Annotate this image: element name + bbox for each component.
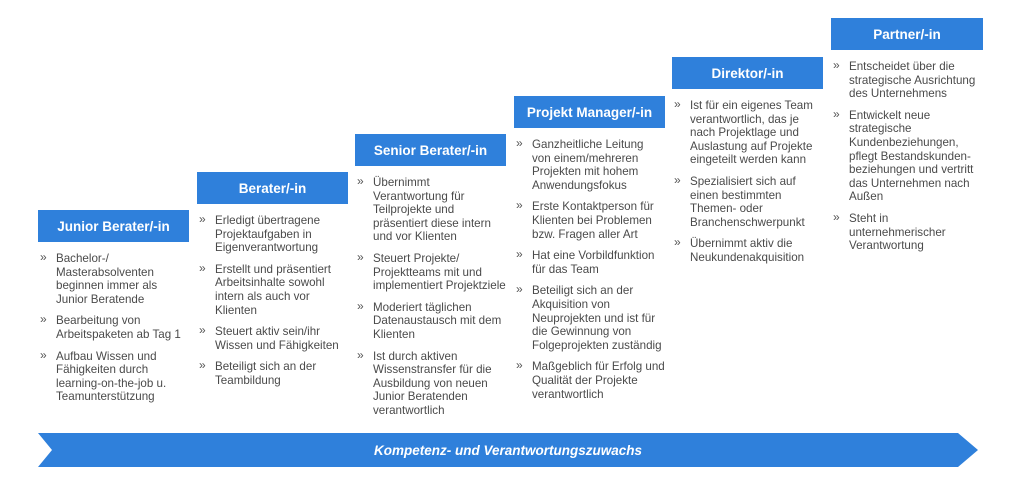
list-item [355,298,506,342]
column-header: Partner/-in [831,18,983,50]
chevron-right-icon: » [516,358,523,373]
list-item-text: Bearbeitung von Arbeitspaketen ab Tag 1 [56,314,181,341]
list-item [197,360,348,387]
column-header: Senior Berater/-in [355,134,506,166]
column-header: Projekt Manager/-in [514,96,665,128]
column-direktor [672,57,823,273]
chevron-right-icon: » [833,106,840,121]
list-item-text: Spezialisiert sich auf einen bestimmten Themen- oder Branchenschwerpunkt [690,174,805,229]
list-item-text: Ist für ein eigenes Team verantwortlich, das je nach Projektlage und Auslastung auf Projekte eingeteilt werden kann [690,99,813,167]
column-item-list [197,214,348,388]
chevron-right-icon: » [357,249,364,264]
list-item-text: Hat eine Vorbildfunktion für das Team [532,249,655,276]
list-item-text: Ist durch aktiven Wissenstransfer für die Ausbildung von neuen Junior Beratenden verantwortlich [373,349,492,417]
arrow-label: Kompetenz- und Verantwortungszuwachs [373,442,643,458]
chevron-right-icon: » [516,198,523,213]
column-item-list [672,99,823,265]
list-item [38,347,189,404]
list-item [514,284,665,352]
list-item [197,260,348,317]
list-item [514,200,665,241]
chevron-right-icon: » [516,247,523,262]
list-item [672,237,823,264]
list-item [514,360,665,401]
chevron-right-icon: » [199,358,206,373]
chevron-right-icon: » [199,323,206,338]
list-item [355,176,506,244]
chevron-right-icon: » [40,347,47,362]
list-item [831,106,983,204]
list-item-text: Beteiligt sich an der Akquisition von Neuprojekten und ist für die Gewinnung von Folgeprojekten zuständig [532,284,662,352]
column-item-list [831,60,983,253]
list-item [672,99,823,167]
chevron-right-icon: » [833,58,840,72]
list-item-text: Entscheidet über die strategische Ausrichtung des Unternehmens [849,60,976,101]
list-item-text: Erste Kontaktperson für Klienten bei Problemen bzw. Fragen aller Art [532,200,654,241]
list-item [831,209,983,253]
list-item-text: Erledigt übertragene Projektaufgaben in Eigenverantwortung [215,214,321,255]
column-item-list [355,176,506,418]
list-item [514,249,665,276]
list-item [831,60,983,101]
chevron-right-icon: » [674,172,681,187]
list-item [672,172,823,229]
column-header: Direktor/-in [672,57,823,89]
column-partner [831,18,983,261]
list-item-text: Erstellt und präsentiert Arbeitsinhalte sowohl intern als auch vor Klienten [215,262,331,317]
chevron-right-icon: » [833,209,840,224]
list-item-text: Moderiert täglichen Datenaustausch mit dem Klienten [373,300,502,341]
list-item-text: Entwickelt neue strategische Kundenbeziehungen, pflegt Bestandskunden-beziehungen und vertritt das Unternehmen nach Außen [849,108,974,204]
column-senior-berater [355,134,506,426]
chevron-right-icon: » [199,260,206,275]
list-item [197,325,348,352]
chevron-right-icon: » [516,282,523,297]
list-item [355,249,506,293]
list-item-text: Aufbau Wissen und Fähigkeiten durch learning-on-the-job u. Teamunterstützung [56,349,167,404]
column-item-list [514,138,665,401]
list-item-text: Maßgeblich für Erfolg und Qualität der Projekte verantwortlich [532,360,665,401]
list-item [197,214,348,255]
list-item-text: Steht in unternehmerischer Verantwortung [849,211,946,253]
list-item-text: Ganzheitliche Leitung von einem/mehreren Projekten mit hohem Anwendungsfokus [532,138,644,192]
list-item-text: Bachelor-/ Masterabsolventen beginnen immer als Junior Beratende [56,252,158,306]
list-item-text: Übernimmt aktiv die Neukundenakquisition [690,237,805,264]
list-item-text: Steuert Projekte/ Projektteams mit und implementiert Projektziele [373,251,506,293]
column-item-list [38,252,189,404]
list-item [38,314,189,341]
list-item-text: Beteiligt sich an der Teambildung [215,360,317,387]
column-header: Junior Berater/-in [38,210,189,242]
chevron-right-icon: » [357,347,364,362]
list-item-text: Steuert aktiv sein/ihr Wissen und Fähigkeiten [215,325,339,352]
chevron-right-icon: » [516,136,523,150]
chevron-right-icon: » [40,250,47,264]
chevron-right-icon: » [357,298,364,313]
list-item [38,252,189,306]
list-item [514,138,665,192]
chevron-right-icon: » [674,235,681,250]
chevron-right-icon: » [674,97,681,111]
chevron-right-icon: » [199,212,206,226]
list-item-text: Übernimmt Verantwortung für Teilprojekte und präsentiert diese intern und vor Klienten [373,176,491,244]
column-junior-berater [38,210,189,412]
chevron-right-icon: » [357,174,364,188]
column-header: Berater/-in [197,172,348,204]
column-berater [197,172,348,396]
list-item [355,347,506,418]
chevron-right-icon: » [40,312,47,327]
column-projekt-manager [514,96,665,409]
